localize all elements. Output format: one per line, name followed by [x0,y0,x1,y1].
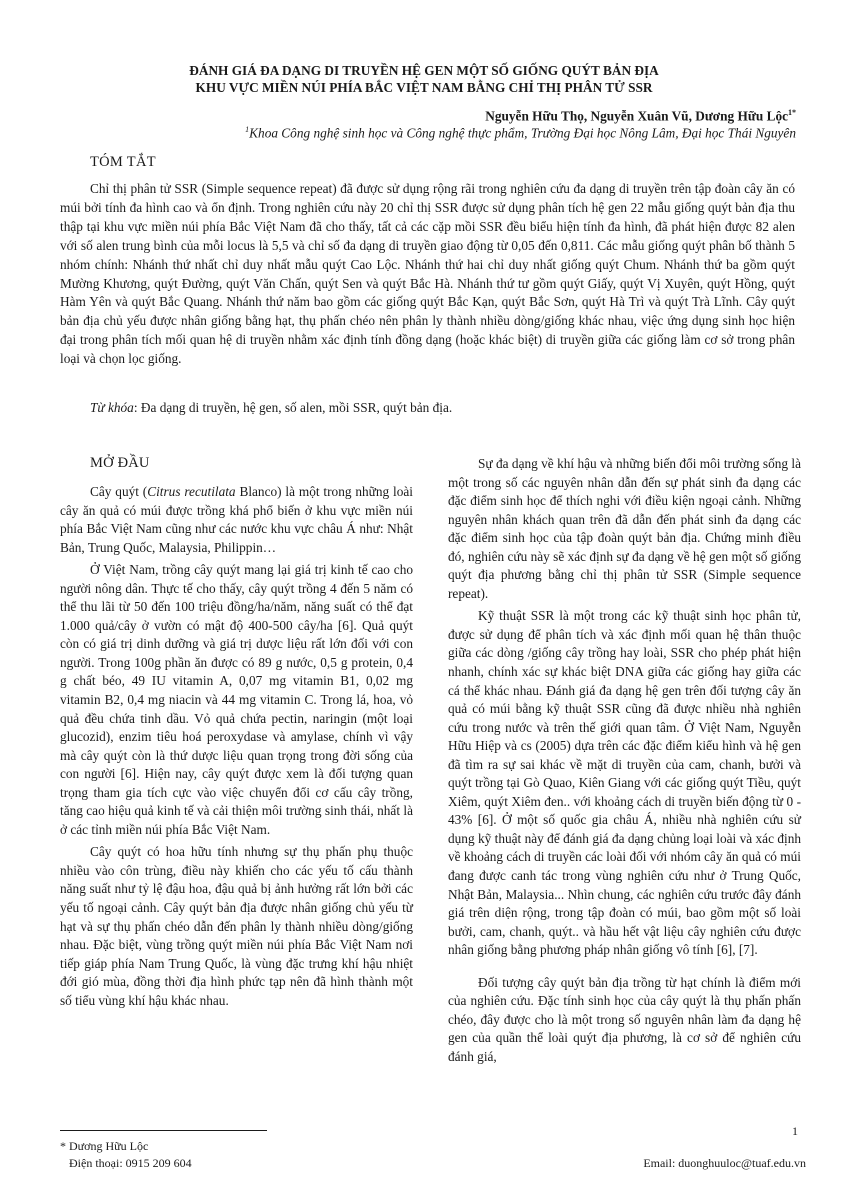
intro-paragraph-4: Sự đa dạng về khí hậu và những biến đổi môi trường sống là một trong số các nguyên nhân dẫn đến sự phát sinh đa dạng các đặc điểm sinh học để thích nghi với điều kiện ngoại cảnh. Những nguyên nhân khách quan trên đã dẫn đến phát sinh đa dạng các đặc điểm sinh học của tập đoàn quýt bản địa. Chứng minh điều đó, nghiên cứu này sẽ xác định sự đa dạng về hệ gen một số giống quýt địa phương bằng chỉ thị phân tử SSR (Simple sequence repeat). [448,456,801,601]
intro-paragraph-5: Kỹ thuật SSR là một trong các kỹ thuật sinh học phân tử, được sử dụng để phân tích và xác định mối quan hệ thân thuộc giữa các dòng /giống cây trồng hay loài, SSR cho phép phát hiện nhanh, chính xác sự khác biệt DNA giữa các giống hay giữa các cá thể khác nhau. Đánh giá đa dạng hệ gen trên đối tượng cây ăn quả có múi bằng kỹ thuật SSR cũng đã được nhiều nhà nghiên cứu trong nước và trên thế giới quan tâm. Ở Việt Nam, Nguyễn Hữu Hiệp và cs (2005) dựa trên các đặc điểm kiểu hình và hệ gen đã tìm ra sự sai khác về mặt di truyền của cam, chanh, bưởi và quýt trồng tại Gò Quao, Kiên Giang với các giống quýt Tiều, quýt Xiêm, quýt Xiêm đen.. với khoảng cách di truyền biến động từ 0 - 43% [6]. Ở một số quốc gia châu Á, nhiều nhà nghiên cứu sử dụng kỹ thuật này để đánh giá đa dạng chủng loại loài và xác định về khoảng cách di truyền các loài đối với nhóm cây ăn quả có múi đang được canh tác trong vùng nghiên cứu như ở Trung Quốc, Nhật Bản, Malaysia... Nhìn chung, các nghiên cứu trước đây đánh giá trên diện rộng, trong tập đoàn có múi, bao gồm một số loài bưởi, cam, chanh, quýt.. và hầu hết vật liệu cây nghiên cứu được nhân giống bằng phương pháp nhân giống vô tính [6], [7]. [448,608,801,958]
affiliation-text: Khoa Công nghệ sinh học và Công nghệ thực phẩm, Trường Đại học Nông Lâm, Đại học Thái Nguyên [249,125,796,141]
affiliation-superscript: 1 [245,125,250,134]
abstract-text: Chỉ thị phân tử SSR (Simple sequence repeat) đã được sử dụng rộng rãi trong nghiên cứu đa dạng di truyền trên tập đoàn cây ăn có múi bởi tính đa hình cao và ổn định. Trong nghiên cứu này 20 chỉ thị SSR được sử dụng phân tích hệ gen 22 mẫu giống quýt bản địa thu thập tại khu vực miền núi phía Bắc Việt Nam đã cho thấy, tất cả các cặp mồi SSR đều biểu hiện tính đa hình, đã phát hiện được 82 alen với số alen trung bình của mỗi locus là 5,5 và chỉ số đa dạng di truyền giao động từ 0,05 đến 0,811. Các mẫu giống quýt phân bố thành 5 nhóm chính: Nhánh thứ nhất chỉ duy nhất mẫu quýt Cao Lộc. Nhánh thứ hai chỉ duy nhất giống quýt Chum. Nhánh thứ ba gồm quýt Mường Khương, quýt Đường, quýt Văn Chấn, quýt Sen và quýt Bắc Hà. Nhánh thứ tư gồm quýt Giấy, quýt Vị Xuyên, quýt Hồng, quýt Hàm Yên và quýt Bắc Quang. Nhánh thứ năm bao gồm các giống quýt Bắc Kạn, quýt Bắc Sơn, quýt Hà Trì và quýt Trà Lĩnh. Cây quýt bản địa chủ yếu được nhân giống bằng hạt, thụ phấn chéo nên phân ly thành nhiều dòng/giống khác nhau, việc ứng dụng sinh học hiện đại trong phân tích mối quan hệ di truyền nhằm xác định tính đồng dạng (hoặc khác biệt) di truyền giữa các giống làm cơ sở trong phân loại và chọn lọc giống. [60,181,795,367]
affiliation [245,125,796,141]
keywords-label: Từ khóa [90,400,134,415]
paper-title [60,62,788,96]
author-names: Nguyễn Hữu Thọ, Nguyễn Xuân Vũ, Dương Hữu Lộc [485,108,788,124]
intro-paragraph-6: Đối tượng cây quýt bản địa trồng từ hạt chính là điểm mới của nghiên cứu. Đặc tính sinh học của cây quýt là thụ phấn phấn chéo, đây được cho là một trong số nguyên nhân làm đa dạng hệ gen của quần thể loài quýt địa phương, là cơ sở để nghiên cứu đánh giá, [448,974,801,1064]
intro-paragraph-3: Cây quýt có hoa hữu tính nhưng sự thụ phấn phụ thuộc nhiều vào côn trùng, điều này khiến cho các yếu tố cấu thành năng suất như tỷ lệ đậu hoa, đậu quả bị ảnh hưởng rất lớn bởi các yếu tố ngoại cảnh. Cây quýt bản địa được nhân giống chủ yếu từ hạt và sự thụ phấn chéo dẫn đến phân ly thành nhiều dòng/giống nhau. Đặc biệt, vùng trồng quýt miền núi phía Bắc Việt Nam nơi tiếp giáp phía Nam Trung Quốc, là vùng đặc trưng khí hậu nhiệt đới gió mùa, đồng thời địa hình phức tạp nên đã hình thành một số tiểu vùng khí hậu khác nhau. [60,844,413,1008]
abstract-heading: TÓM TẮT [90,154,156,170]
intro-p1-after: Blanco) là một trong những loài cây ăn quả có múi được trồng khá phổ biến ở khu vực miền núi phía Bắc Việt Nam cũng như các nước khu vực châu Á như: Nhật Bản, Trung Quốc, Malaysia, Philippin… [60,484,413,555]
keywords-separator: : [133,400,141,415]
footnote-phone: Điện thoại: 0915 209 604 [69,1156,192,1170]
right-column [448,455,801,1067]
title-line-1: ĐÁNH GIÁ ĐA DẠNG DI TRUYỀN HỆ GEN MỘT SỐ GIỐNG QUÝT BẢN ĐỊA [189,63,659,78]
author-superscript: 1* [788,108,796,117]
keywords [90,400,452,416]
footnote-corresponding-author: * Dương Hữu Lộc [60,1139,149,1153]
authors [485,108,796,124]
species-name: Citrus recutilata [147,484,236,499]
intro-p1-before: Cây quýt ( [90,484,148,499]
page-number: 1 [792,1124,798,1138]
footnote-divider [60,1130,267,1131]
left-column-body [60,483,413,1010]
intro-paragraph-2: Ở Việt Nam, trồng cây quýt mang lại giá trị kinh tế cao cho người nông dân. Thực tế cho thấy, cây quýt trồng 4 đến 5 năm có thể thu lãi từ 50 đến 100 triệu đồng/ha/năm, năng suất có thể đạt 1.000 quả/cây ở vườn có mật độ 400-500 cây/ha [6]. Quả quýt còn có giá trị dinh dưỡng và giá trị dược liệu rất lớn đối với con người. Trong 100g phần ăn được có 89 g nước, 0,5 g protein, 0,4 g chất béo, 49 IU vitamin A, 0,07 mg vitamin B1, 0,02 mg vitamin B2, 0,4 mg niacin và 44 mg vitamin C. Trong lá, hoa, vỏ quả đều chứa tinh dầu. Vỏ quả chứa pectin, naringin (một loại glucozid), enzim tiêu hoá peroxydase và amylase, chính vì vậy mà cây quýt còn là thứ dược liệu quan trọng trong đời sống của con người [6]. Hiện nay, cây quýt được xem là đối tượng quan trọng tham gia tích cực vào việc chuyển đổi cơ cấu cây trồng, tăng cao hiệu quả kinh tế và cải thiện môi trường sinh thái, nhất là ở các tỉnh miền núi phía Bắc Việt Nam. [60,562,413,837]
keywords-list: Đa dạng di truyền, hệ gen, số alen, mồi SSR, quýt bản địa. [140,400,453,415]
intro-paragraph-1 [60,483,413,557]
footnote-email: Email: duonghuuloc@tuaf.edu.vn [643,1156,806,1170]
title-line-2: KHU VỰC MIỀN NÚI PHÍA BẮC VIỆT NAM BẰNG CHỈ THỊ PHÂN TỬ SSR [195,80,653,95]
intro-heading: MỞ ĐẦU [90,455,150,471]
